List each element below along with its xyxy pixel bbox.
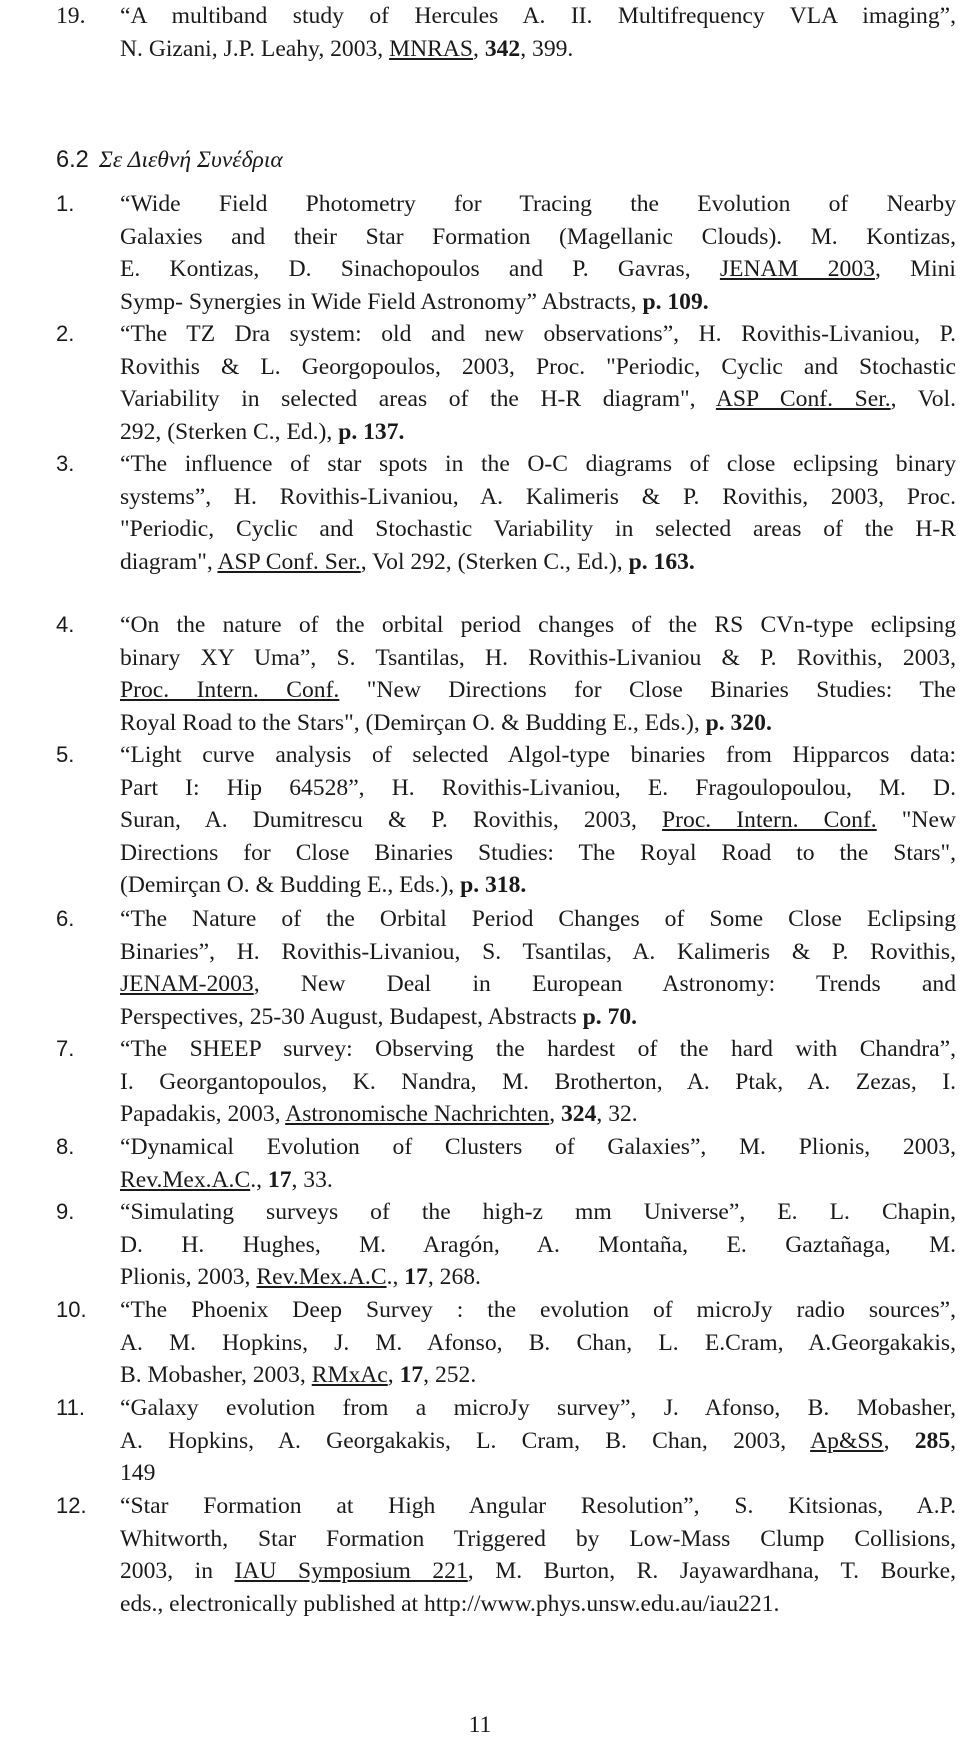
- item-number: 7.: [56, 1036, 75, 1061]
- item-number: 6.: [56, 906, 75, 931]
- proceedings-link[interactable]: Proc. Intern. Conf.: [662, 807, 877, 834]
- journal-link[interactable]: RMxAc: [311, 1362, 388, 1389]
- reference-item-7: 7. “The SHEEP survey: Observing the hardest of the hard with Chandra”, I. Georgantopoulos, K. Nandra, M. Brotherton, A. Ptak, A. Zezas, I. Papadakis, 2003, Astronomische Nachrichten, 324, 32.: [0, 1033, 960, 1131]
- proceedings-link[interactable]: ASP Conf. Ser.: [715, 386, 891, 413]
- journal-link[interactable]: Astronomische Nachrichten: [285, 1101, 550, 1128]
- item-number: 10.: [56, 1297, 87, 1322]
- reference-item-3: 3. “The influence of star spots in the O-C diagrams of close eclipsing binary systems”, H. Rovithis-Livaniou, A. Kalimeris & P. Rovithis, 2003, Proc. "Periodic, Cyclic and Stochastic Variability in selected areas of the H-R diagram", ASP Conf. Ser., Vol 292, (Sterken C., Ed.), p. 163.: [0, 448, 960, 578]
- item-number: 11.: [56, 1395, 85, 1420]
- reference-item-5: 5. “Light curve analysis of selected Algol-type binaries from Hipparcos data: Part I: Hip 64528”, H. Rovithis-Livaniou, E. Fragoulopoulou, M. D. Suran, A. Dumitrescu & P. Rovithis, 2003, Proc. Intern. Conf. "New Directions for Close Binaries Studies: The Royal Road to the Stars", (Demirçan O. & Budding E., Eds.), p. 318.: [0, 739, 960, 902]
- journal-link[interactable]: Rev.Mex.A.C: [120, 1166, 251, 1193]
- item-number: 2.: [56, 321, 75, 346]
- proceedings-link[interactable]: ASP Conf. Ser.: [217, 548, 361, 575]
- reference-item-11: 11. “Galaxy evolution from a microJy survey”, J. Afonso, B. Mobasher, A. Hopkins, A. Georgakakis, L. Cram, B. Chan, 2003, Ap&SS, 285, 149: [0, 1392, 960, 1490]
- item-number: 4.: [56, 612, 75, 637]
- reference-item-6: 6. “The Nature of the Orbital Period Changes of Some Close Eclipsing Binaries”, H. Rovithis-Livaniou, S. Tsantilas, A. Kalimeris & P. Rovithis, JENAM-2003, New Deal in European Astronomy: Trends and Perspectives, 25-30 August, Budapest, Abstracts p. 70.: [0, 903, 960, 1033]
- conference-link[interactable]: JENAM 2003: [719, 256, 875, 283]
- ref-line: “A multiband study of Hercules A. II. Multifrequency VLA imaging”,: [120, 3, 956, 29]
- item-number: 12.: [56, 1493, 87, 1518]
- reference-item-2: 2. “The TZ Dra system: old and new observations”, H. Rovithis-Livaniou, P. Rovithis & L. Georgopoulos, 2003, Proc. "Periodic, Cyclic and Stochastic Variability in selected areas of the H-R diagram", ASP Conf. Ser., Vol. 292, (Sterken C., Ed.), p. 137.: [0, 318, 960, 448]
- item-number: 9.: [56, 1199, 75, 1224]
- reference-item-10: 10. “The Phoenix Deep Survey : the evolution of microJy radio sources”, A. M. Hopkins, J. M. Afonso, B. Chan, L. E.Cram, A.Georgakakis, B. Mobasher, 2003, RMxAc, 17, 252.: [0, 1294, 960, 1392]
- item-number: 19.: [56, 3, 86, 29]
- item-number: 5.: [56, 742, 75, 767]
- journal-link[interactable]: MNRAS: [389, 35, 474, 62]
- reference-item-1: 1. “Wide Field Photometry for Tracing the Evolution of Nearby Galaxies and their Star Formation (Magellanic Clouds). M. Kontizas, E. Kontizas, D. Sinachopoulos and P. Gavras, JENAM 2003, Mini Symp- Synergies in Wide Field Astronomy” Abstracts, p. 109.: [0, 188, 960, 318]
- item-number: 3.: [56, 451, 75, 476]
- item-number: 1.: [56, 191, 75, 216]
- page-number: 11: [468, 1712, 492, 1738]
- proceedings-link[interactable]: Proc. Intern. Conf.: [120, 677, 340, 704]
- item-number: 8.: [56, 1134, 75, 1159]
- reference-item-8: 8. “Dynamical Evolution of Clusters of Galaxies”, M. Plionis, 2003, Rev.Mex.A.C., 17, 33.: [0, 1131, 960, 1196]
- conference-link[interactable]: JENAM-2003: [120, 971, 254, 998]
- symposium-link[interactable]: IAU Symposium 221: [234, 1558, 468, 1585]
- section-title: Σε Διεθνή Συνέδρια: [98, 147, 283, 173]
- ref-line: N. Gizani, J.P. Leahy, 2003, MNRAS, 342, 399.: [120, 35, 574, 62]
- section-number: 6.2: [56, 147, 89, 173]
- reference-item-9: 9. “Simulating surveys of the high-z mm Universe”, E. L. Chapin, D. H. Hughes, M. Aragón, A. Montaña, E. Gaztañaga, M. Plionis, 2003, Rev.Mex.A.C., 17, 268.: [0, 1196, 960, 1294]
- reference-item-4: 4. “On the nature of the orbital period changes of the RS CVn-type eclipsing binary XY Uma”, S. Tsantilas, H. Rovithis-Livaniou & P. Rovithis, 2003, Proc. Intern. Conf. "New Directions for Close Binaries Studies: The Royal Road to the Stars", (Demirçan O. & Budding E., Eds.), p. 320.: [0, 609, 960, 739]
- reference-item-19: [0, 0, 960, 65]
- journal-link[interactable]: Ap&SS: [810, 1427, 884, 1454]
- reference-item-12: 12. “Star Formation at High Angular Resolution”, S. Kitsionas, A.P. Whitworth, Star Formation Triggered by Low-Mass Clump Collisions, 2003, in IAU Symposium 221, M. Burton, R. Jayawardhana, T. Bourke, eds., electronically published at http://www.phys.unsw.edu.au/iau221.: [0, 1490, 960, 1620]
- section-heading: [56, 147, 283, 174]
- journal-link[interactable]: Rev.Mex.A.C: [256, 1264, 387, 1291]
